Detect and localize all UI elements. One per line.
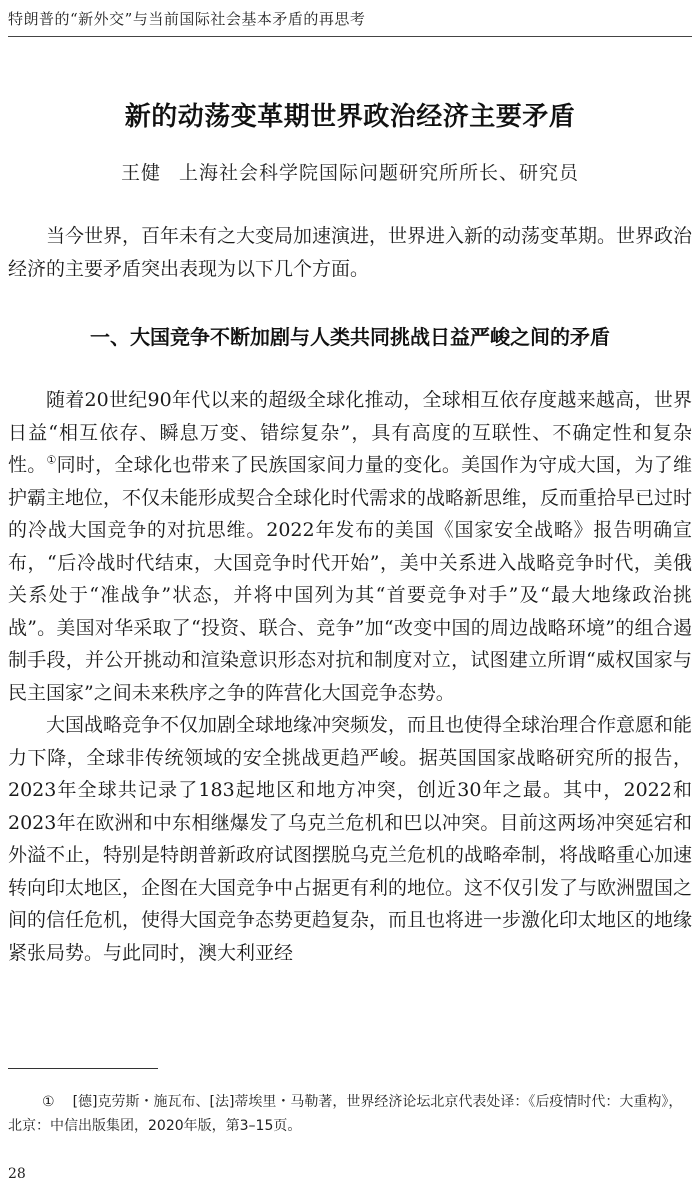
byline: [0, 158, 700, 185]
page-number: 28: [8, 1166, 26, 1182]
header-rule: [8, 36, 692, 37]
paragraph-1-text-a: 随着20世纪90年代以来的超级全球化推动，全球相互依存度越来越高，世界日益“相互依存、瞬息万变、错综复杂”，具有高度的互联性、不确定性和复杂性。: [8, 389, 692, 476]
intro-block: [8, 220, 692, 285]
author-affiliation: 上海社会科学院国际问题研究所所长、研究员: [179, 162, 580, 184]
intro-paragraph: 当今世界，百年未有之大变局加速演进，世界进入新的动荡变革期。世界政治经济的主要矛盾突出表现为以下几个方面。: [8, 225, 693, 280]
body-paragraph-2: 大国战略竞争不仅加剧全球地缘冲突频发，而且也使得全球治理合作意愿和能力下降，全球非传统领域的安全挑战更趋严峻。据英国国家战略研究所的报告，2023年全球共记录了183起地区和地方冲突，创近30年之最。其中，2022和2023年在欧洲和中东相继爆发了乌克兰危机和巴以冲突。目前这两场冲突延宕和外溢不止，特别是特朗普新政府试图摆脱乌克兰危机的战略牵制，将战略重心加速转向印太地区，企图在大国竞争中占据更有利的地位。这不仅引发了与欧洲盟国之间的信任危机，使得大国竞争态势更趋复杂，而且也将进一步激化印太地区的地缘紧张局势。与此同时，澳大利亚经: [8, 714, 693, 964]
paragraph-1-text-b: 同时，全球化也带来了民族国家间力量的变化。美国作为守成大国，为了维护霸主地位，不仅未能形成契合全球化时代需求的战略新思维，反而重拾早已过时的冷战大国竞争的对抗思维。2022年发布的美国《国家安全战略》报告明确宣布，“后冷战时代结束，大国竞争时代开始”，美中关系进入战略竞争时代，美俄关系处于“准战争”状态，并将中国列为其“首要竞争对手”及“最大地缘政治挑战”。美国对华采取了“投资、联合、竞争”加“改变中国的周边战略环境”的组合遏制手段，并公开挑动和渲染意识形态对抗和制度对立，试图建立所谓“威权国家与民主国家”之间未来秩序之争的阵营化大国竞争态势。: [8, 454, 693, 704]
footnote-marker[interactable]: ①: [46, 453, 57, 467]
footnote-text: [德]克劳斯・施瓦布、[法]蒂埃里・马勒著，世界经济论坛北京代表处译：《后疫情时代：大重构》，北京：中信出版集团，2020年版，第3–15页。: [8, 1094, 683, 1134]
footnote: [8, 1090, 692, 1138]
author-name: 王健: [120, 162, 161, 184]
running-head: 特朗普的“新外交”与当前国际社会基本矛盾的再思考: [8, 10, 366, 28]
article-title: 新的动荡变革期世界政治经济主要矛盾: [124, 102, 576, 132]
main-text-block: [8, 384, 692, 969]
footnote-number: ①: [42, 1094, 55, 1110]
body-paragraph-1: [8, 384, 692, 709]
footnote-rule: [8, 1068, 158, 1069]
section-heading: 一、大国竞争不断加剧与人类共同挑战日益严峻之间的矛盾: [90, 325, 610, 349]
